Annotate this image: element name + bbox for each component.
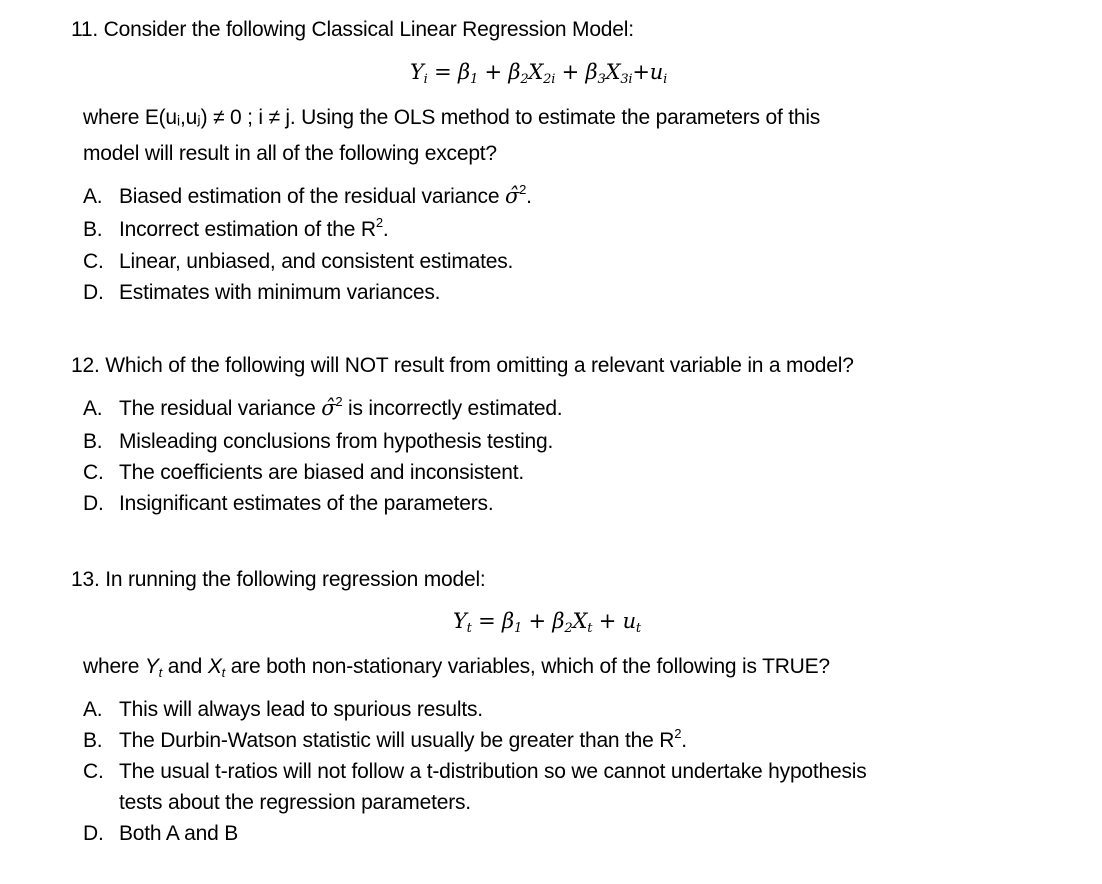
sigma-hat-symbol: σ̂	[321, 396, 336, 420]
q13-option-c-continued: tests about the regression parameters.	[119, 791, 471, 814]
sigma-hat-symbol: σ̂	[504, 184, 520, 208]
q13-option-c-text: The usual t-ratios will not follow a t-distribution so we cannot undertake hypothesis	[119, 760, 867, 783]
q13-option-c	[83, 760, 867, 784]
q13-option-d-text: Both A and B	[119, 822, 239, 845]
q11-stem-line2: model will result in all of the following except?	[83, 142, 497, 165]
q12-option-b-letter: B.	[83, 430, 103, 453]
q12-option-a-sup: 2	[335, 394, 343, 409]
q12-option-c-text: The coefficients are biased and inconsistent.	[119, 461, 525, 484]
q13-option-b	[83, 726, 687, 753]
q13-option-d-letter: D.	[83, 822, 104, 845]
q12-option-d-letter: D.	[83, 492, 104, 515]
q11-option-a-sup: 2	[519, 182, 527, 197]
q11-option-d-text: Estimates with minimum variances.	[119, 281, 441, 304]
q13-option-d	[83, 822, 238, 846]
q11-option-b-text: Incorrect estimation of the R	[119, 218, 376, 241]
q13-title: 13. In running the following regression model:	[71, 568, 486, 591]
q11-option-c-text: Linear, unbiased, and consistent estimates.	[119, 250, 514, 273]
q13-stem	[83, 655, 830, 679]
q11-option-a-text: Biased estimation of the residual variance	[119, 185, 500, 208]
q11-option-c	[83, 250, 513, 274]
q13-option-b-text: The Durbin-Watson statistic will usually be greater than the R	[119, 729, 675, 752]
q11-option-d	[83, 281, 440, 305]
q12-option-c-letter: C.	[83, 461, 104, 484]
var-x: $X_t$	[207, 655, 226, 680]
q13-option-b-letter: B.	[83, 729, 103, 752]
q11-option-b-end: .	[382, 218, 389, 241]
q12-option-d-text: Insignificant estimates of the parameters.	[119, 492, 494, 515]
q12-option-a-letter: A.	[83, 397, 103, 420]
q11-option-a-letter: A.	[83, 185, 103, 208]
q11-option-b-letter: B.	[83, 218, 103, 241]
q12-option-a	[83, 396, 562, 421]
q13-equation: $Y_t = \beta_1 + \beta_2X_t + u_t$	[453, 609, 641, 636]
q11-option-a-end: .	[526, 185, 532, 208]
q11-option-b-sup: 2	[375, 215, 383, 230]
q13-option-a-text: This will always lead to spurious results.	[119, 698, 483, 721]
q13-option-b-end: .	[681, 729, 687, 752]
q12-option-a-text: The residual variance	[119, 397, 316, 420]
q13-stem-pre: where	[83, 655, 140, 678]
q11-title: 11. Consider the following Classical Linear Regression Model:	[71, 18, 634, 41]
q11-option-d-letter: D.	[83, 281, 104, 304]
q12-title: 12. Which of the following will NOT result from omitting a relevant variable in a model?	[71, 354, 854, 377]
q13-option-a-letter: A.	[83, 698, 103, 721]
q13-stem-post: are both non-stationary variables, which of the following is TRUE?	[230, 655, 830, 678]
q13-option-c-letter: C.	[83, 760, 104, 783]
q13-option-b-sup: 2	[674, 726, 682, 741]
q12-option-a-text-post: is incorrectly estimated.	[348, 397, 563, 420]
q11-option-a	[83, 184, 532, 209]
q12-option-d	[83, 492, 493, 516]
q11-equation: $Y_i = \beta_1 + \beta_2X_{2i} + \beta_3X_{3i}+u_i$	[410, 60, 668, 87]
var-y: $Y_t$	[144, 655, 163, 680]
q13-option-a	[83, 698, 483, 722]
q12-option-b-text: Misleading conclusions from hypothesis testing.	[119, 430, 554, 453]
q12-option-b	[83, 430, 553, 454]
q11-stem-line1: where E(uᵢ,uⱼ) ≠ 0 ; i ≠ j. Using the OLS method to estimate the parameters of this	[83, 106, 821, 129]
q13-stem-mid: and	[167, 655, 203, 678]
q12-option-c	[83, 461, 524, 485]
q11-option-b	[83, 215, 389, 242]
q11-option-c-letter: C.	[83, 250, 104, 273]
